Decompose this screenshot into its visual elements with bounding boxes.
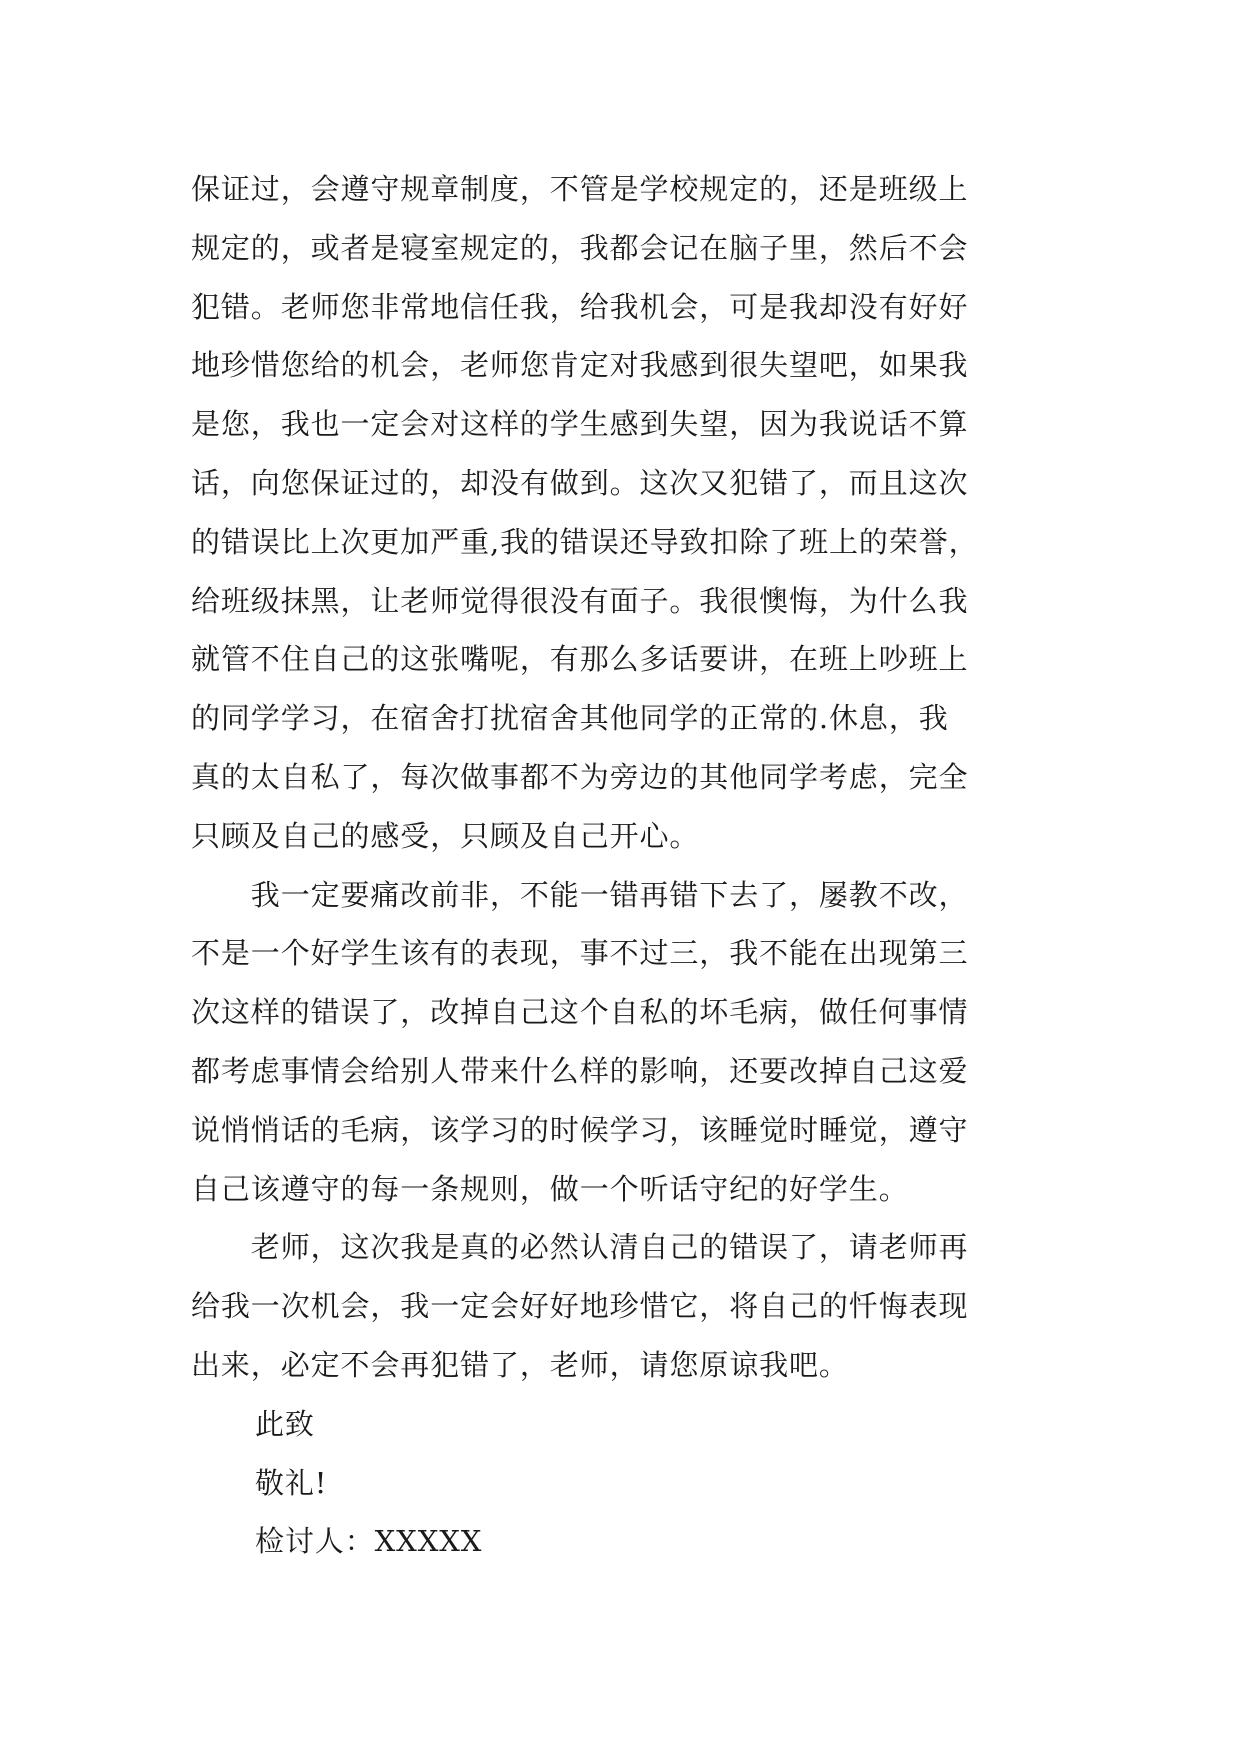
text-line: 自己该遵守的每一条规则，做一个听话守纪的好学生。: [191, 1171, 909, 1206]
text-line: 我一定要痛改前非，不能一错再错下去了，屡教不改，: [191, 877, 969, 912]
text-line: 的错误比上次更加严重,我的错误还导致扣除了班上的荣誉，: [191, 524, 979, 559]
text-line: 给我一次机会，我一定会好好地珍惜它，将自己的忏悔表现: [191, 1289, 969, 1324]
text-line: 给班级抹黑，让老师觉得很没有面子。我很懊悔，为什么我: [191, 583, 969, 618]
text-line: 都考虑事情会给别人带来什么样的影响，还要改掉自己这爱: [191, 1053, 969, 1088]
text-line: 次这样的错误了，改掉自己这个自私的坏毛病，做任何事情: [191, 995, 969, 1030]
text-line: 规定的，或者是寝室规定的，我都会记在脑子里，然后不会: [191, 230, 969, 265]
text-line: 老师，这次我是真的必然认清自己的错误了，请老师再: [191, 1230, 969, 1265]
paragraph-3: [191, 1218, 1051, 1394]
letter-closing: [191, 1395, 1051, 1571]
text-line: 保证过，会遵守规章制度，不管是学校规定的，还是班级上: [191, 172, 969, 206]
text-line: 是您，我也一定会对这样的学生感到失望，因为我说话不算: [191, 407, 969, 442]
text-line: 不是一个好学生该有的表现，事不过三，我不能在出现第三: [191, 936, 969, 971]
text-line: 的同学学习，在宿舍打扰宿舍其他同学的正常的.休息，我: [191, 701, 949, 736]
text-line: 犯错。老师您非常地信任我，给我机会，可是我却没有好好: [191, 289, 969, 324]
signature: 检讨人：XXXXX: [255, 1524, 483, 1559]
text-line: 出来，必定不会再犯错了，老师，请您原谅我吧。: [191, 1347, 849, 1382]
letter-body: [191, 160, 1051, 1571]
paragraph-2: [191, 866, 1051, 1219]
text-line: 话，向您保证过的，却没有做到。这次又犯错了，而且这次: [191, 465, 969, 500]
salutation: 此致: [255, 1406, 315, 1441]
text-line: 只顾及自己的感受，只顾及自己开心。: [191, 818, 700, 853]
text-line: 说悄悄话的毛病，该学习的时候学习，该睡觉时睡觉，遵守: [191, 1112, 969, 1147]
text-line: 真的太自私了，每次做事都不为旁边的其他同学考虑，完全: [191, 759, 969, 794]
text-line: 地珍惜您给的机会，老师您肯定对我感到很失望吧，如果我: [191, 348, 969, 383]
regards: 敬礼!: [255, 1465, 328, 1500]
text-line: 就管不住自己的这张嘴呢，有那么多话要讲，在班上吵班上: [191, 642, 969, 677]
paragraph-1: [191, 160, 1051, 866]
